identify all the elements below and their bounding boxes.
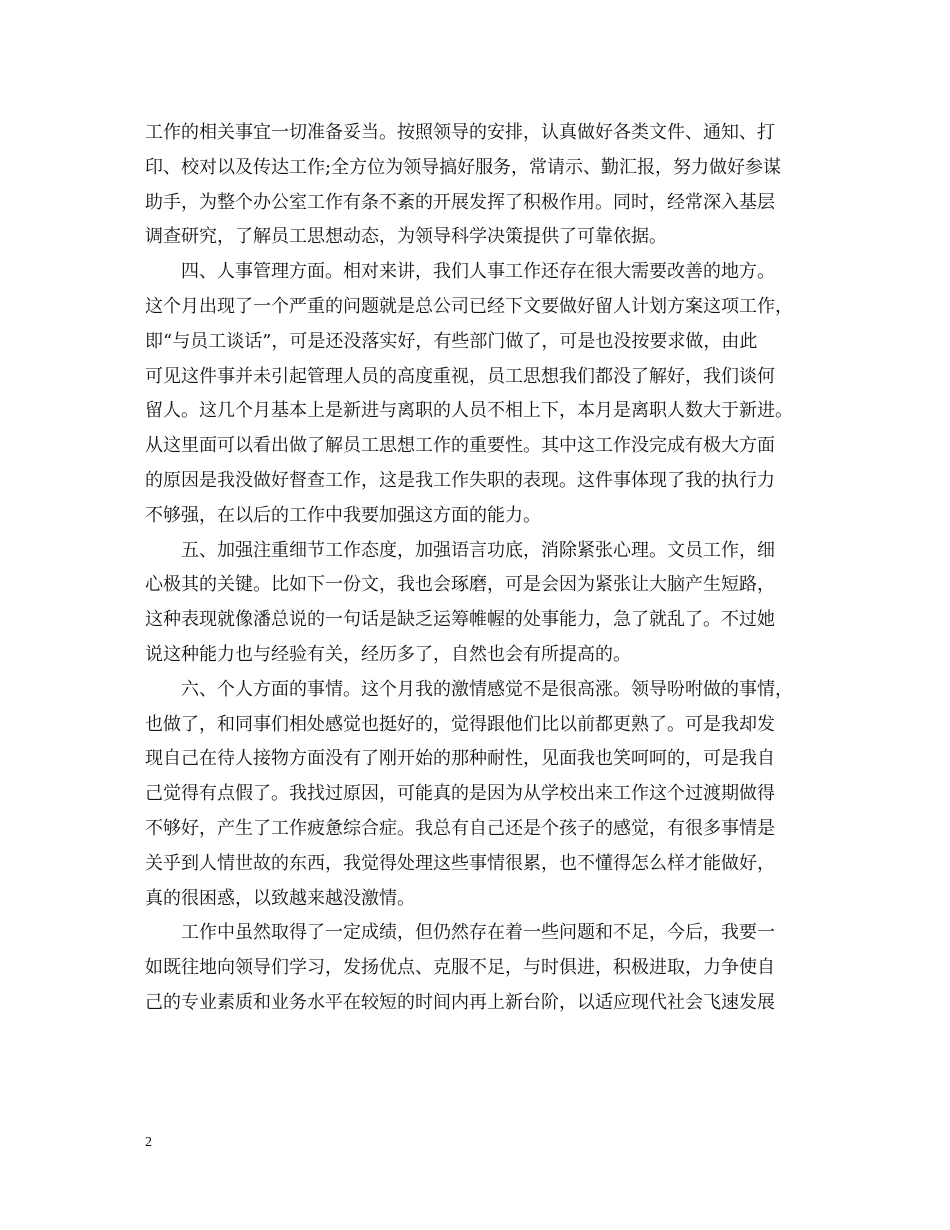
- text-line: 工作中虽然取得了一定成绩，但仍然存在着一些问题和不足，今后，我要一: [181, 922, 775, 944]
- text-line: 不够强，在以后的工作中我要加强这方面的能力。: [145, 504, 541, 526]
- text-line: 可见这件事并未引起管理人员的高度重视，员工思想我们都没了解好，我们谈何: [145, 365, 775, 387]
- text-line: 六、个人方面的事情。这个月我的激情感觉不是很高涨。领导吩咐做的事情，: [181, 678, 793, 700]
- body-text: [145, 116, 809, 1021]
- text-line: 工作的相关事宜一切准备妥当。按照领导的安排，认真做好各类文件、通知、打: [145, 122, 775, 143]
- text-line: 现自己在待人接物方面没有了刚开始的那种耐性，见面我也笑呵呵的，可是我自: [145, 748, 775, 770]
- text-line: 留人。这几个月基本上是新进与离职的人员不相上下，本月是离职人数大于新进。: [145, 400, 793, 422]
- page-number: 2: [145, 1135, 152, 1150]
- text-line: 调查研究，了解员工思想动态，为领导科学决策提供了可靠依据。: [145, 226, 667, 248]
- text-line: 印、校对以及传达工作;全方位为领导搞好服务，常请示、勤汇报，努力做好参谋: [145, 156, 782, 178]
- text-line: 心极其的关键。比如下一份文，我也会琢磨，可是会因为紧张让大脑产生短路，: [145, 574, 775, 596]
- text-line: 己觉得有点假了。我找过原因，可能真的是因为从学校出来工作这个过渡期做得: [145, 783, 775, 805]
- text-line: 这种表现就像潘总说的一句话是缺乏运筹帷幄的处事能力，急了就乱了。不过她: [145, 609, 775, 631]
- text-line: 四、人事管理方面。相对来讲，我们人事工作还存在很大需要改善的地方。: [181, 261, 775, 283]
- text-line: 真的很困惑，以致越来越没激情。: [145, 887, 415, 909]
- text-line: 这个月出现了一个严重的问题就是总公司已经下文要做好留人计划方案这项工作，: [145, 295, 793, 317]
- text-line: 也做了，和同事们相处感觉也挺好的，觉得跟他们比以前都更熟了。可是我却发: [145, 713, 775, 735]
- text-line: 助手，为整个办公室工作有条不紊的开展发挥了积极作用。同时，经常深入基层: [145, 191, 775, 213]
- text-line: 关乎到人情世故的东西，我觉得处理这些事情很累，也不懂得怎么样才能做好，: [145, 852, 775, 874]
- text-line: 即“与员工谈话”，可是还没落实好，有些部门做了，可是也没按要求做，由此: [145, 330, 758, 352]
- text-line: 如既往地向领导们学习，发扬优点、克服不足，与时俱进，积极进取，力争使自: [145, 957, 775, 979]
- text-line: 不够好，产生了工作疲惫综合症。我总有自己还是个孩子的感觉，有很多事情是: [145, 817, 775, 839]
- text-line: 从这里面可以看出做了解员工思想工作的重要性。其中这工作没完成有极大方面: [145, 435, 775, 457]
- text-line: 说这种能力也与经验有关，经历多了，自然也会有所提高的。: [145, 643, 631, 665]
- text-line: 的原因是我没做好督查工作，这是我工作失职的表现。这件事体现了我的执行力: [145, 469, 775, 491]
- text-line: 己的专业素质和业务水平在较短的时间内再上新台阶，以适应现代社会飞速发展: [145, 991, 775, 1013]
- text-line: 五、加强注重细节工作态度，加强语言功底，消除紧张心理。文员工作，细: [181, 539, 775, 561]
